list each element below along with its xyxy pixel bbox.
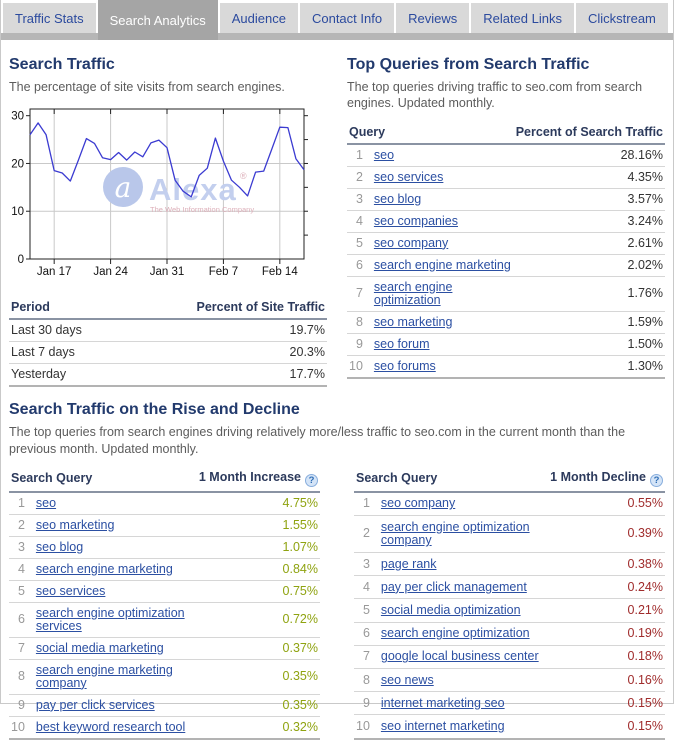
value-cell: 0.35% [197, 659, 320, 694]
query-link[interactable]: seo company [373, 235, 449, 250]
query-link[interactable]: search engine marketing [35, 561, 173, 576]
increase-row [9, 694, 320, 716]
period-table [9, 295, 327, 387]
top-query-row [347, 311, 665, 333]
row-rank: 4 [347, 210, 372, 232]
query-link[interactable]: search engine optimization company [380, 519, 530, 547]
value-cell: 4.35% [514, 166, 665, 188]
period-value: 19.7% [124, 319, 327, 342]
row-rank: 5 [354, 599, 379, 622]
query-link[interactable]: seo companies [373, 213, 458, 228]
top-queries-description: The top queries driving traffic to seo.com from search engines. Updated monthly. [347, 80, 643, 111]
svg-text:®: ® [240, 171, 247, 182]
decline-row [354, 622, 665, 645]
search-traffic-chart [9, 103, 327, 285]
query-cell [34, 694, 197, 716]
row-rank: 10 [347, 355, 372, 378]
query-link[interactable]: seo marketing [373, 314, 453, 329]
value-cell: 0.75% [197, 580, 320, 602]
top-query-row [347, 276, 665, 311]
search-traffic-title: Search Traffic [9, 56, 115, 73]
query-link[interactable]: seo [373, 147, 395, 162]
increase-column-label: 1 Month Increase [198, 469, 301, 484]
query-cell [34, 514, 197, 536]
query-cell [379, 552, 548, 575]
value-cell: 2.02% [514, 254, 665, 276]
value-cell: 2.61% [514, 232, 665, 254]
query-link[interactable]: seo company [380, 496, 456, 511]
value-cell: 0.55% [548, 492, 665, 516]
y-axis-label: 10 [11, 206, 24, 219]
period-row [9, 342, 327, 364]
rise-decline-description: The top queries from search engines driving relatively more/less traffic to seo.com in the current month than the previous month. Updated monthly. [9, 425, 626, 456]
row-rank: 8 [9, 659, 34, 694]
query-cell [34, 558, 197, 580]
query-cell [372, 232, 514, 254]
y-axis-label: 0 [17, 254, 24, 267]
increase-row [9, 716, 320, 739]
increase-row [9, 492, 320, 515]
query-cell [34, 637, 197, 659]
query-link[interactable]: seo [35, 495, 57, 510]
query-link[interactable]: google local business center [380, 649, 539, 664]
query-cell [379, 599, 548, 622]
decline-row [354, 492, 665, 516]
query-cell [379, 715, 548, 739]
query-link[interactable]: search engine marketing [373, 257, 511, 272]
top-query-row [347, 355, 665, 378]
query-link[interactable]: pay per click management [380, 579, 527, 594]
query-cell [372, 311, 514, 333]
help-icon[interactable]: ? [305, 474, 318, 487]
row-rank: 2 [347, 166, 372, 188]
row-rank: 10 [9, 716, 34, 739]
period-label: Last 7 days [9, 342, 124, 364]
query-cell [34, 580, 197, 602]
increase-query-column-header: Search Query [9, 465, 197, 492]
value-cell: 0.19% [548, 622, 665, 645]
y-axis-label: 30 [11, 110, 24, 123]
top-queries-table-header [347, 120, 665, 144]
query-cell [379, 622, 548, 645]
value-cell: 1.55% [197, 514, 320, 536]
x-axis-label: Feb 14 [261, 266, 298, 279]
value-cell: 1.30% [514, 355, 665, 378]
value-cell: 0.38% [548, 552, 665, 575]
x-axis-label: Jan 24 [93, 266, 128, 279]
increase-row [9, 637, 320, 659]
search-traffic-description: The percentage of site visits from search engines. [9, 80, 285, 94]
row-rank: 7 [347, 276, 372, 311]
increase-row [9, 602, 320, 637]
query-link[interactable]: search engine optimization services [35, 605, 185, 633]
top-query-row [347, 333, 665, 355]
search-traffic-section [9, 48, 327, 387]
row-rank: 7 [354, 645, 379, 668]
query-cell [379, 492, 548, 516]
x-axis-label: Jan 31 [149, 266, 185, 279]
increase-row [9, 514, 320, 536]
value-cell: 4.75% [197, 492, 320, 515]
tab-audience[interactable]: Audience [220, 3, 298, 33]
query-cell [372, 333, 514, 355]
query-link[interactable]: seo forums [373, 358, 436, 373]
top-query-row [347, 232, 665, 254]
value-cell: 0.24% [548, 576, 665, 599]
content-area [1, 40, 673, 740]
value-cell: 28.16% [514, 144, 665, 167]
increase-value-column-header [197, 465, 320, 492]
query-cell [379, 516, 548, 553]
query-link[interactable]: internet marketing seo [380, 695, 505, 710]
query-link[interactable]: pay per click services [35, 697, 155, 712]
svg-text:a: a [114, 171, 132, 205]
tab-related-links[interactable]: Related Links [471, 3, 574, 33]
row-rank: 8 [347, 311, 372, 333]
decline-row [354, 576, 665, 599]
decline-query-column-header: Search Query [354, 465, 548, 492]
search-traffic-line-chart [9, 103, 311, 280]
alexa-watermark-logo [103, 167, 254, 214]
row-rank: 3 [9, 536, 34, 558]
value-cell: 0.21% [548, 599, 665, 622]
row-rank: 4 [354, 576, 379, 599]
query-cell [34, 716, 197, 739]
row-rank: 2 [354, 516, 379, 553]
top-query-row [347, 254, 665, 276]
query-link[interactable]: search engine marketing company [35, 662, 173, 690]
value-cell: 0.35% [197, 694, 320, 716]
svg-text:Alexa: Alexa [149, 172, 237, 208]
row-rank: 1 [354, 492, 379, 516]
query-cell [372, 188, 514, 210]
value-cell: 1.76% [514, 276, 665, 311]
period-column-header: Period [9, 295, 124, 319]
decline-table-header [354, 465, 665, 492]
row-rank: 10 [354, 715, 379, 739]
tab-reviews[interactable]: Reviews [396, 3, 469, 33]
decline-row [354, 645, 665, 668]
row-rank: 8 [354, 669, 379, 692]
query-cell [379, 669, 548, 692]
query-link[interactable]: seo services [35, 583, 106, 598]
query-cell [372, 166, 514, 188]
row-rank: 1 [9, 492, 34, 515]
row-rank: 9 [354, 692, 379, 715]
row-rank: 7 [9, 637, 34, 659]
query-link[interactable]: search engine optimization [380, 626, 530, 641]
increase-table [9, 465, 320, 740]
query-cell [372, 210, 514, 232]
row-rank: 6 [347, 254, 372, 276]
query-cell [372, 254, 514, 276]
row-rank: 1 [347, 144, 372, 167]
increase-row [9, 580, 320, 602]
query-cell [34, 536, 197, 558]
query-link[interactable]: social media optimization [380, 602, 521, 617]
value-cell: 0.37% [197, 637, 320, 659]
query-cell [379, 645, 548, 668]
query-cell [379, 692, 548, 715]
row-rank: 9 [347, 333, 372, 355]
query-link[interactable]: seo blog [35, 539, 84, 554]
query-cell [372, 355, 514, 378]
query-cell [34, 602, 197, 637]
decline-value-column-header [548, 465, 665, 492]
tab-search-analytics[interactable]: Search Analytics [98, 0, 218, 40]
value-cell: 3.24% [514, 210, 665, 232]
query-link[interactable]: page rank [380, 556, 437, 571]
rise-decline-title: Search Traffic on the Rise and Decline [9, 401, 300, 419]
period-label: Yesterday [9, 364, 124, 387]
row-rank: 5 [9, 580, 34, 602]
decline-row [354, 599, 665, 622]
percent-search-traffic-column-header: Percent of Search Traffic [514, 120, 665, 144]
decline-row [354, 552, 665, 575]
query-link[interactable]: seo marketing [35, 517, 115, 532]
query-link[interactable]: seo news [380, 672, 434, 687]
decline-row [354, 715, 665, 739]
value-cell: 0.18% [548, 645, 665, 668]
query-link[interactable]: search engine optimization [373, 279, 453, 307]
top-query-row [347, 188, 665, 210]
value-cell: 0.84% [197, 558, 320, 580]
period-value: 20.3% [124, 342, 327, 364]
query-link[interactable]: seo services [373, 169, 444, 184]
top-query-row [347, 166, 665, 188]
decline-row [354, 669, 665, 692]
tab-clickstream[interactable]: Clickstream [576, 3, 668, 33]
row-rank: 6 [354, 622, 379, 645]
top-queries-table [347, 120, 665, 379]
period-row [9, 319, 327, 342]
y-axis-label: 20 [11, 158, 24, 171]
tab-bar [1, 0, 673, 40]
query-cell [34, 659, 197, 694]
value-cell: 0.32% [197, 716, 320, 739]
query-cell [379, 576, 548, 599]
help-icon[interactable]: ? [650, 474, 663, 487]
row-rank: 9 [9, 694, 34, 716]
x-axis-label: Feb 7 [208, 266, 239, 279]
row-rank: 4 [9, 558, 34, 580]
query-cell [34, 492, 197, 515]
value-cell: 0.72% [197, 602, 320, 637]
value-cell: 0.15% [548, 715, 665, 739]
row-rank: 2 [9, 514, 34, 536]
increase-row [9, 558, 320, 580]
top-queries-title: Top Queries from Search Traffic [347, 56, 590, 73]
decline-column-label: 1 Month Decline [550, 469, 646, 484]
query-cell [372, 276, 514, 311]
tab-traffic-stats[interactable]: Traffic Stats [3, 3, 96, 33]
value-cell: 0.16% [548, 669, 665, 692]
value-cell: 1.59% [514, 311, 665, 333]
decline-row [354, 692, 665, 715]
increase-row [9, 659, 320, 694]
row-rank: 6 [9, 602, 34, 637]
row-rank: 3 [347, 188, 372, 210]
percent-site-traffic-column-header: Percent of Site Traffic [124, 295, 327, 319]
query-link[interactable]: best keyword research tool [35, 719, 186, 734]
query-link[interactable]: seo blog [373, 191, 422, 206]
decline-table [354, 465, 665, 740]
row-rank: 3 [354, 552, 379, 575]
value-cell: 3.57% [514, 188, 665, 210]
value-cell: 1.07% [197, 536, 320, 558]
row-rank: 5 [347, 232, 372, 254]
value-cell: 0.15% [548, 692, 665, 715]
x-axis-label: Jan 17 [36, 266, 72, 279]
increase-table-header [9, 465, 320, 492]
top-query-row [347, 210, 665, 232]
query-link[interactable]: social media marketing [35, 640, 164, 655]
top-query-row [347, 144, 665, 167]
query-cell [372, 144, 514, 167]
period-value: 17.7% [124, 364, 327, 387]
query-link[interactable]: seo internet marketing [380, 719, 505, 734]
decline-row [354, 516, 665, 553]
increase-row [9, 536, 320, 558]
query-link[interactable]: seo forum [373, 336, 430, 351]
value-cell: 0.39% [548, 516, 665, 553]
period-table-header [9, 295, 327, 319]
period-label: Last 30 days [9, 319, 124, 342]
value-cell: 1.50% [514, 333, 665, 355]
top-queries-section [347, 48, 665, 387]
svg-text:The Web Information Company: The Web Information Company [150, 205, 255, 215]
period-row [9, 364, 327, 387]
tab-contact-info[interactable]: Contact Info [300, 3, 394, 33]
query-column-header: Query [347, 120, 514, 144]
rise-decline-section [9, 401, 665, 740]
